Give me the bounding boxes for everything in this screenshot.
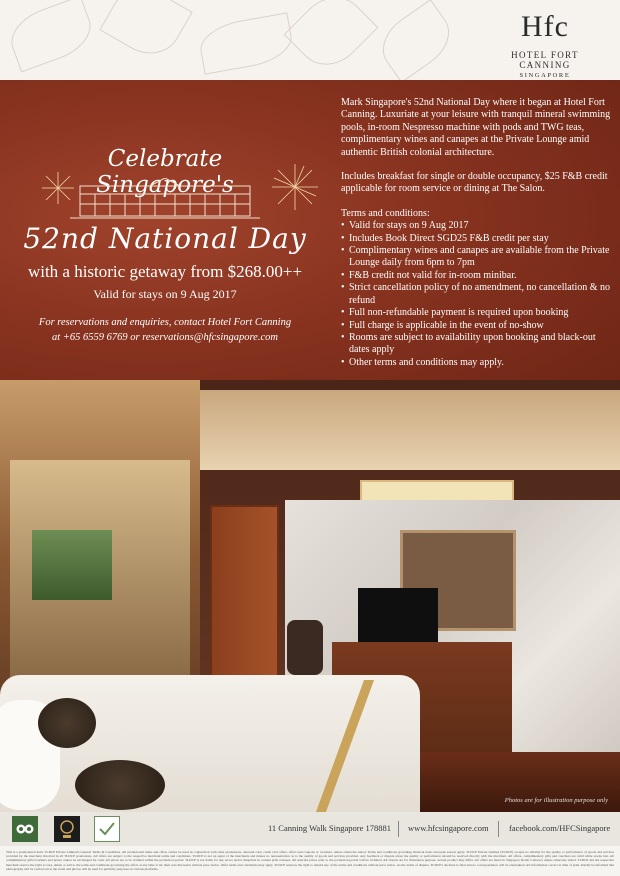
- offer-details: [341, 97, 613, 369]
- terms-item: • Includes Book Direct SGD25 F&B credit per stay: [341, 233, 613, 245]
- reservation-info: [30, 315, 300, 345]
- divider: [398, 821, 399, 837]
- terms-item: • Rooms are subject to availability upon booking and black-out dates apply: [341, 332, 613, 357]
- terms-item: • Complimentary wines and canapes are available from the Private Lounge daily from 6pm to 7pm: [341, 245, 613, 270]
- tripadvisor-badge-icon[interactable]: [12, 816, 38, 842]
- includes-paragraph: Includes breakfast for single or double occupancy, $25 F&B credit applicable for room service or dining at The Salon.: [341, 171, 608, 195]
- fine-print-text: This is a promotional item. TLDCP Private Limited's General Terms & Conditions. All promotional items and offers cannot be used in conjunction with other promotions, discount card, credit card offers, offers and coupons or vouchers, unless otherwise stated. Terms and conditions governing blackout dates and peak season apply. TLDCP Private Limited (TLDCP) accepts no liability for the quality or performance of goods and services provided by the merchant involved in all TLDCP promotions. All offers are subject to the respective merchant terms and conditions. TLDCP is not an agent of the merchants and makes no representation as to the quality of goods and services provided. Any feedback or dispute about the quality or performance should be resolved directly with the merchant. All offers, complimentary gifts and vouchers are valid while stocks last. All complimentary gifts/vouchers and prizes cannot be exchanged for cash. All prices are to be claimed within the promotion period. TLDCP is not liable for any errors and/or misprints in content print releases. All selected prices refer to the promotion period will be forfeited. All visuals are for illustration purpose. Actual product may differ. All offers are listed in Singapore Dollar Currency unless otherwise stated. TLDCP and the respective merchant reserve the right to vary, delete or add to the terms and conditions governing the offers at any time at its/ their sole discretion without prior notice. Offer terms and conditions may apply. TLDCP reserves the right to amend any of the terms and conditions without prior notice. As the terms of dispute, TLDCP's decision is final and no correspondence will be entertained. All information correct at time of print. Kindly be informed that photography will be carried out at the event and photos will be used for publicity purposes on various platforms.: [6, 850, 614, 871]
- fine-print: [0, 846, 620, 876]
- logo-mark: Hfc: [521, 10, 569, 43]
- firework-icon: [40, 170, 76, 206]
- terms-item: • Full non-refundable payment is required upon booking: [341, 307, 613, 319]
- celebrate-heading: Celebrate Singapore's: [96, 146, 234, 198]
- leaf-decoration: [372, 0, 461, 83]
- hotel-logo[interactable]: [490, 10, 600, 79]
- window-greenery: [32, 530, 112, 600]
- cushion: [38, 698, 96, 748]
- terms-item: • Full charge is applicable in the event of no-show: [341, 320, 613, 332]
- ceiling: [200, 390, 620, 470]
- footer: [0, 812, 620, 846]
- photo-disclaimer: Photos are for illustration purpose only: [504, 797, 608, 804]
- terms-item: • F&B credit not valid for in-room minibar.: [341, 270, 613, 282]
- terms-item: • Valid for stays on 9 Aug 2017: [341, 220, 613, 232]
- header: [0, 0, 620, 80]
- website-link[interactable]: www.hfcsingapore.com: [408, 823, 489, 833]
- television: [358, 588, 438, 646]
- terms-item: • Strict cancellation policy of no amendment, no cancellation & no refund: [341, 282, 613, 307]
- hotel-name: HOTEL FORT CANNING: [511, 50, 579, 70]
- leaf-decoration: [197, 12, 296, 74]
- national-day-heading: 52nd National Day: [23, 222, 307, 255]
- leaf-decoration: [4, 0, 99, 72]
- leaf-decoration: [99, 0, 192, 66]
- getaway-price: with a historic getaway from $268.00++: [27, 262, 303, 281]
- hotel-room-photo: [0, 380, 620, 812]
- terms-list: [341, 220, 613, 369]
- hotel-address: 11 Canning Walk Singapore 178881: [268, 823, 392, 833]
- firework-icon: [270, 162, 320, 212]
- reservation-contact[interactable]: at +65 6559 6769 or reservations@hfcsingapore.com: [52, 332, 278, 343]
- terms-item: • Other terms and conditions may apply.: [341, 357, 613, 369]
- facebook-link[interactable]: facebook.com/HFCSingapore: [509, 823, 611, 833]
- validity-text: Valid for stays on 9 Aug 2017: [93, 287, 237, 301]
- colonial-building-icon: [70, 178, 260, 220]
- certification-badge-icon[interactable]: [94, 816, 120, 842]
- hotel-city: SINGAPORE: [519, 72, 571, 79]
- divider: [498, 821, 499, 837]
- reservation-line: For reservations and enquiries, contact Hotel Fort Canning: [38, 317, 292, 328]
- intro-paragraph: Mark Singapore's 52nd National Day where it began at Hotel Fort Canning. Luxuriate at your leisure with tranquil mineral swimming pools, in-room Nespresso machine with pods and TWG teas, complimentary wines and canapes at the Private Lounge amid authentic British colonial architecture.: [341, 97, 611, 158]
- terms-title: Terms and conditions:: [341, 207, 430, 219]
- wooden-door: [210, 505, 279, 679]
- cushion: [75, 760, 165, 810]
- leaf-decoration: [284, 0, 379, 78]
- basin: [287, 620, 323, 675]
- award-badge-icon[interactable]: [54, 816, 80, 842]
